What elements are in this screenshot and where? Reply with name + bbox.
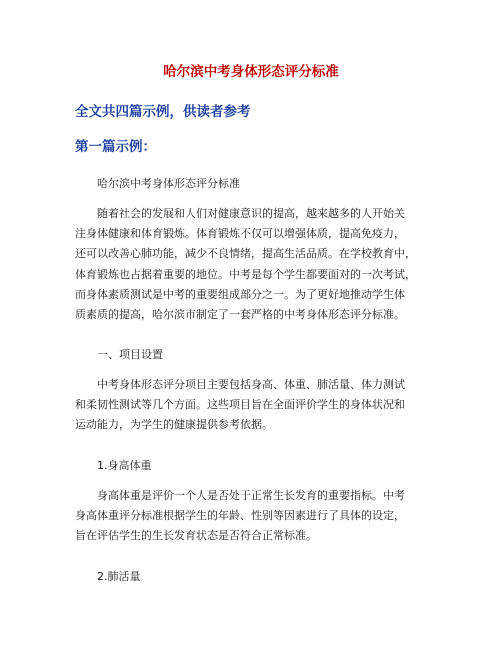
subsection-heading [75,456,435,476]
first-example-heading: 第一篇示例： [75,139,156,155]
paragraph-line: 中考身体形态评分项目主要包括身高、体重、肺活量、体力测试 [97,378,405,391]
paragraph-line: 质素质的提高，哈尔滨市制定了一套严格的中考身体形态评分标准。 [75,308,405,322]
paragraph-line: 而身体素质测试是中考的重要组成部分之一。为了更好地推动学生体 [75,287,405,301]
section-paragraph [75,375,435,436]
intro-heading: 全文共四篇示例，供读者参考 [75,104,251,120]
section-heading [75,345,435,365]
article-title [75,174,435,194]
subsection-heading-text: 2.肺活量 [97,570,141,583]
paragraph-line: 体育锻炼也占据着重要的地位。中考是每个学生都要面对的一次考试， [75,267,416,281]
paragraph-line: 和柔韧性测试等几个方面。这些项目旨在全面评价学生的身体状况和 [75,398,405,412]
paragraph-line: 注身体健康和体育锻炼。体育锻炼不仅可以增强体质，提高免疫力， [75,227,405,241]
document-title: 哈尔滨中考身体形态评分标准 [163,64,339,80]
paragraph-line: 旨在评估学生的生长发育状态是否符合正常标准。 [75,529,317,543]
subsection-paragraph [75,486,435,547]
paragraph-line: 随着社会的发展和人们对健康意识的提高，越来越多的人开始关 [97,207,405,220]
article-title-text: 哈尔滨中考身体形态评分标准 [97,177,240,190]
section-heading-text: 一、项目设置 [97,348,163,361]
paragraph-line: 运动能力，为学生的健康提供参考依据。 [75,418,273,432]
intro-paragraph [75,204,435,325]
paragraph-line: 还可以改善心肺功能，减少不良情绪，提高生活品质。在学校教育中， [75,247,416,261]
paragraph-line: 身高体重评分标准根据学生的年龄、性别等因素进行了具体的设定， [75,509,405,523]
subsection-heading [75,567,435,587]
subsection-heading-text: 1.身高体重 [97,459,152,472]
paragraph-line: 身高体重是评价一个人是否处于正常生长发育的重要指标。中考 [97,489,405,502]
